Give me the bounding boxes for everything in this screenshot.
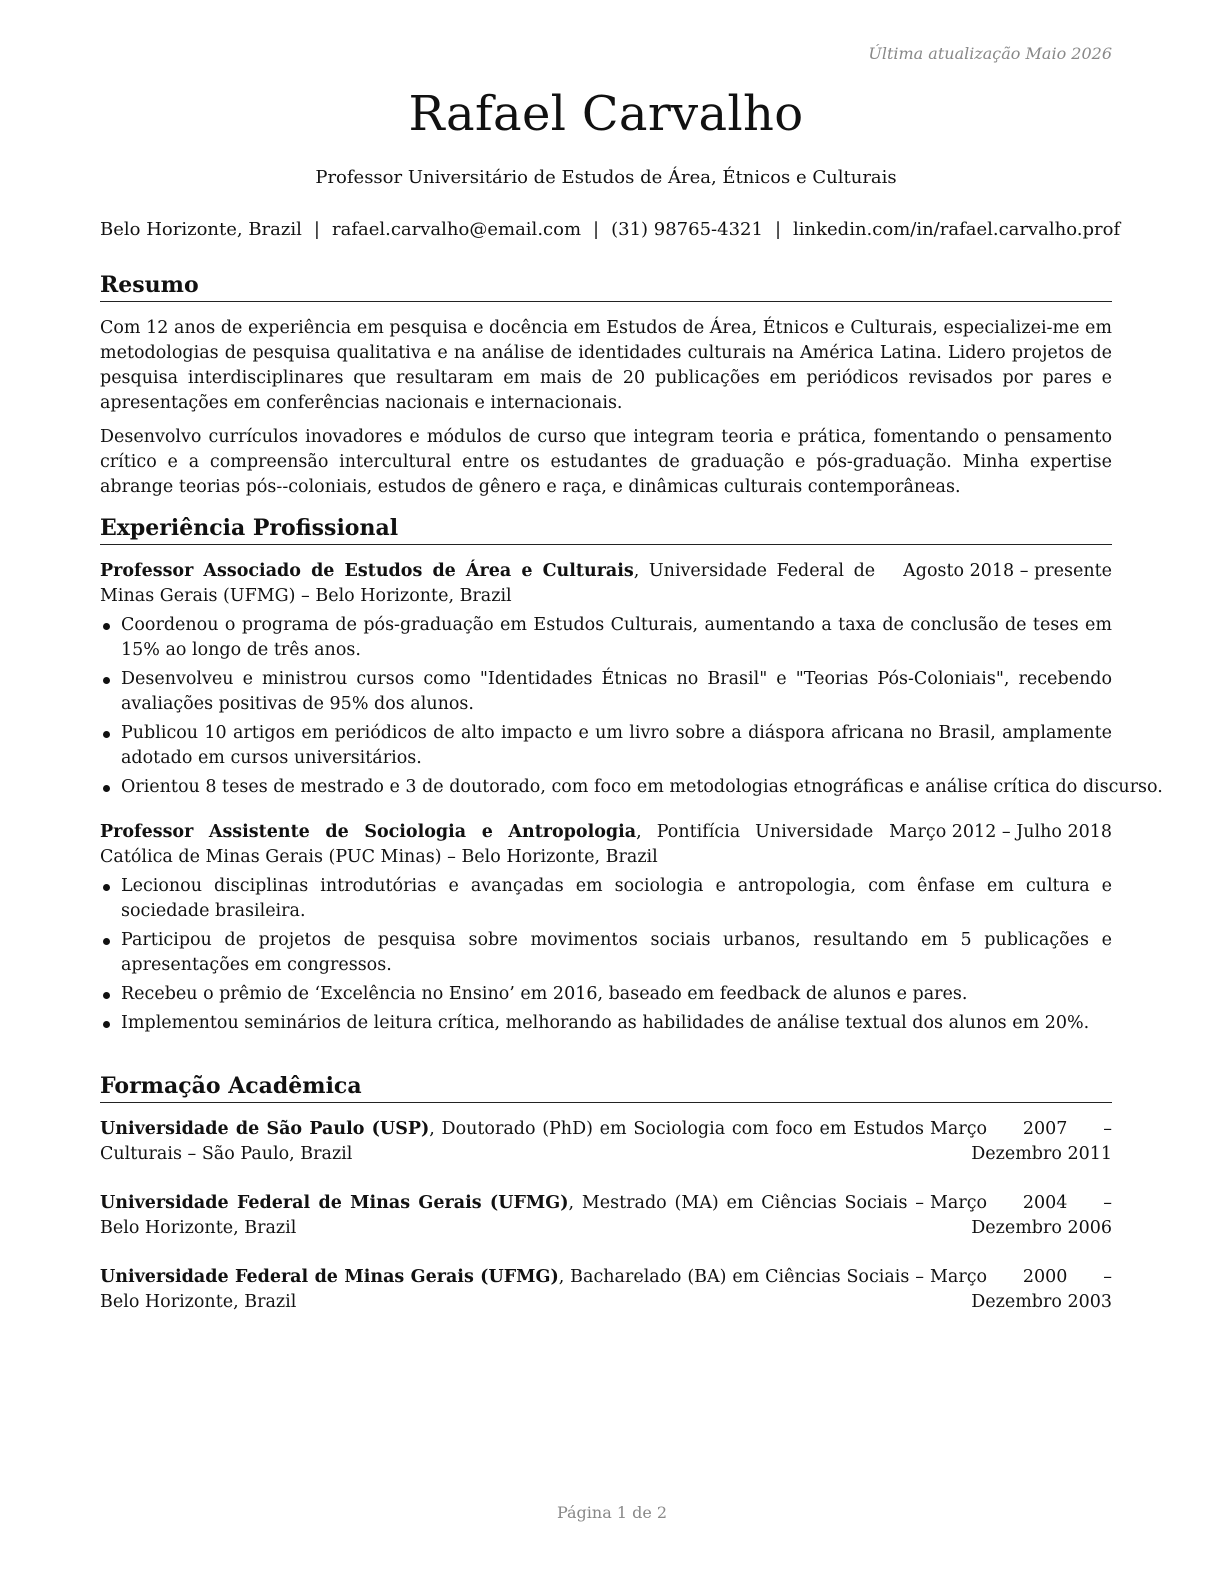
bullet-text: Participou de projetos de pesquisa sobre movimentos sociais urbanos, resultando em 5 publicações e apresentações em congressos. <box>121 930 1112 975</box>
list-item <box>100 775 1163 800</box>
education-section <box>100 1071 1112 1315</box>
bullet-text: Recebeu o prêmio de ‘Excelência no Ensino’ em 2016, baseado em feedback de alunos e pares. <box>121 984 968 1004</box>
education-school: Universidade Federal de Minas Gerais (UFMG) <box>100 1193 569 1213</box>
education-detail <box>100 1265 924 1315</box>
job-title-line <box>100 559 875 609</box>
summary-section <box>100 270 1112 500</box>
experience-heading: Experiência Profissional <box>100 513 1112 545</box>
education-school: Universidade de São Paulo (USP) <box>100 1119 430 1139</box>
contact-separator: | <box>774 219 782 240</box>
education-entry <box>100 1265 1112 1315</box>
education-entry <box>100 1191 1112 1241</box>
list-item <box>100 613 1112 663</box>
bullet-icon <box>103 884 110 891</box>
contact-line <box>100 219 1121 240</box>
bullet-icon <box>103 731 110 738</box>
bullet-text: Coordenou o programa de pós-graduação em Estudos Culturais, aumentando a taxa de conclusão de teses em 15% ao longo de três anos. <box>121 615 1112 660</box>
job-bullets <box>100 874 1112 1036</box>
person-name: Rafael Carvalho <box>408 86 804 142</box>
education-degree: , Doutorado (PhD) em Sociologia com foco em Estudos Culturais – São Paulo, Brazil <box>100 1119 924 1164</box>
contact-linkedin[interactable]: linkedin.com/in/rafael.carvalho.prof <box>793 219 1121 240</box>
education-school: Universidade Federal de Minas Gerais (UFMG) <box>100 1267 559 1287</box>
contact-email[interactable]: rafael.carvalho@email.com <box>331 219 582 240</box>
list-item <box>100 721 1112 771</box>
education-dates: Março 2000 – Dezembro 2003 <box>930 1267 1112 1312</box>
contact-separator: | <box>313 219 320 240</box>
education-heading: Formação Acadêmica <box>100 1071 1112 1103</box>
page-number: Página 1 de 2 <box>556 1503 668 1522</box>
job-organization: , Pontifícia Universidade Católica de Minas Gerais (PUC Minas) – Belo Horizonte, Brazil <box>100 822 874 867</box>
bullet-text: Orientou 8 teses de mestrado e 3 de doutorado, com foco em metodologias etnográficas e análise crítica do discurso. <box>121 777 1163 797</box>
bullet-text: Desenvolveu e ministrou cursos como "Identidades Étnicas no Brasil" e "Teorias Pós-Coloniais", recebendo avaliações positivas de 95% dos alunos. <box>121 669 1112 714</box>
bullet-icon <box>103 623 110 630</box>
job-organization: , Universidade Federal de Minas Gerais (UFMG) – Belo Horizonte, Brazil <box>100 561 876 606</box>
bullet-icon <box>103 938 110 945</box>
job-role: Professor Associado de Estudos de Área e Culturais <box>100 561 634 581</box>
education-dates: Março 2004 – Dezembro 2006 <box>930 1193 1112 1238</box>
education-detail <box>100 1117 924 1167</box>
bullet-icon <box>103 785 110 792</box>
list-item <box>100 928 1112 978</box>
education-dates: Março 2007 – Dezembro 2011 <box>930 1119 1112 1164</box>
list-item <box>100 874 1112 924</box>
job-entry <box>100 559 1163 800</box>
job-header <box>100 559 1112 609</box>
contact-location: Belo Horizonte, Brazil <box>100 219 302 240</box>
job-header <box>100 820 1112 870</box>
job-dates: Março 2012 – Julho 2018 <box>889 822 1112 842</box>
contact-separator: | <box>593 219 600 240</box>
bullet-icon <box>103 677 110 684</box>
summary-paragraph: Desenvolvo currículos inovadores e módulos de curso que integram teoria e prática, fomentando o pensamento crítico e a compreensão intercultural entre os estudantes de graduação e pós-graduação. Minha expertise abrange teorias pós--coloniais, estudos de gênero e raça, e dinâmicas culturais contemporâneas. <box>100 427 1112 497</box>
list-item <box>100 667 1112 717</box>
education-degree: , Bacharelado (BA) em Ciências Sociais – Belo Horizonte, Brazil <box>100 1267 924 1312</box>
job-title-line <box>100 820 873 870</box>
bullet-text: Publicou 10 artigos em periódicos de alto impacto e um livro sobre a diáspora africana no Brasil, amplamente adotado em cursos universitários. <box>121 723 1112 768</box>
list-item <box>100 1011 1112 1036</box>
bullet-icon <box>103 992 110 999</box>
contact-phone: (31) 98765-4321 <box>611 219 763 240</box>
list-item <box>100 982 1112 1007</box>
job-entry <box>100 820 1112 1036</box>
bullet-text: Lecionou disciplinas introdutórias e avançadas em sociologia e antropologia, com ênfase em cultura e sociedade brasileira. <box>121 876 1112 921</box>
summary-heading: Resumo <box>100 270 1112 302</box>
experience-section <box>100 513 1163 1040</box>
education-degree: , Mestrado (MA) em Ciências Sociais – Belo Horizonte, Brazil <box>100 1193 924 1238</box>
summary-paragraph: Com 12 anos de experiência em pesquisa e docência em Estudos de Área, Étnicos e Culturais, especializei-me em metodologias de pesquisa qualitativa e na análise de identidades culturais na América Latina. Lidero projetos de pesquisa interdisciplinares que resultaram em mais de 20 publicações em periódicos revisados por pares e apresentações em conferências nacionais e internacionais. <box>100 318 1112 413</box>
education-entry <box>100 1117 1112 1167</box>
job-dates: Agosto 2018 – presente <box>903 561 1112 581</box>
job-role: Professor Assistente de Sociologia e Antropologia <box>100 822 637 842</box>
job-bullets <box>100 613 1163 800</box>
bullet-text: Implementou seminários de leitura crítica, melhorando as habilidades de análise textual dos alunos em 20%. <box>121 1013 1090 1033</box>
bullet-icon <box>103 1021 110 1028</box>
last-updated: Última atualização Maio 2026 <box>868 44 1112 63</box>
job-title: Professor Universitário de Estudos de Área, Étnicos e Culturais <box>315 167 897 188</box>
education-detail <box>100 1191 924 1241</box>
